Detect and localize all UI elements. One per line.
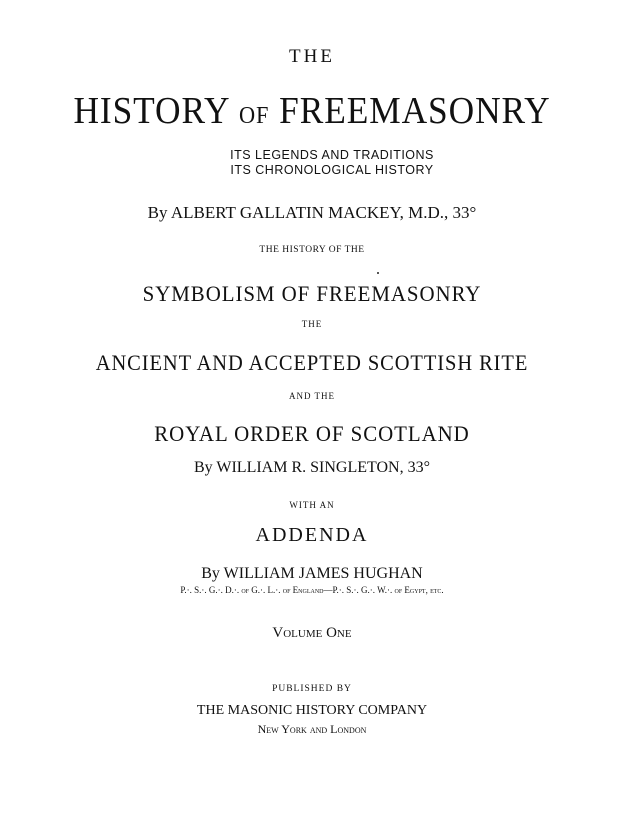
author-mackey: By ALBERT GALLATIN MACKEY, M.D., 33° [147, 203, 477, 222]
main-title-freemasonry: FREEMASONRY [279, 90, 551, 132]
subtitle-line-2: ITS CHRONOLOGICAL HISTORY [230, 163, 434, 177]
heading-the: THE [289, 46, 335, 67]
main-title-history: HISTORY [73, 90, 230, 132]
title-addenda: ADDENDA [255, 524, 369, 546]
title-royal-order: ROYAL ORDER OF SCOTLAND [154, 421, 470, 446]
title-ancient-scottish-rite: ANCIENT AND ACCEPTED SCOTTISH RITE [95, 350, 529, 375]
connector-history-of-the: THE HISTORY OF THE [259, 245, 365, 255]
subtitle-line-1: ITS LEGENDS AND TRADITIONS [230, 148, 434, 162]
title-symbolism: SYMBOLISM OF FREEMASONRY [142, 281, 482, 306]
published-by-label: PUBLISHED BY [272, 684, 352, 694]
publisher-name: THE MASONIC HISTORY COMPANY [196, 703, 428, 718]
volume-label: Volume One [272, 625, 352, 641]
connector-with-an: WITH AN [289, 500, 335, 510]
author-hughan: By WILLIAM JAMES HUGHAN [201, 565, 423, 582]
connector-and-the: AND THE [288, 391, 336, 401]
main-title [22, 89, 602, 133]
print-speck [377, 272, 379, 274]
main-title-of: OF [238, 103, 270, 129]
author-hughan-titles: P.·. S.·. G.·. D.·. of G.·. L.·. of England—P.·. S.·. G.·. W.·. of Egypt, etc. [180, 585, 444, 595]
connector-the: THE [301, 319, 323, 329]
author-singleton: By WILLIAM R. SINGLETON, 33° [193, 459, 430, 476]
publisher-place: New York and London [257, 722, 367, 736]
